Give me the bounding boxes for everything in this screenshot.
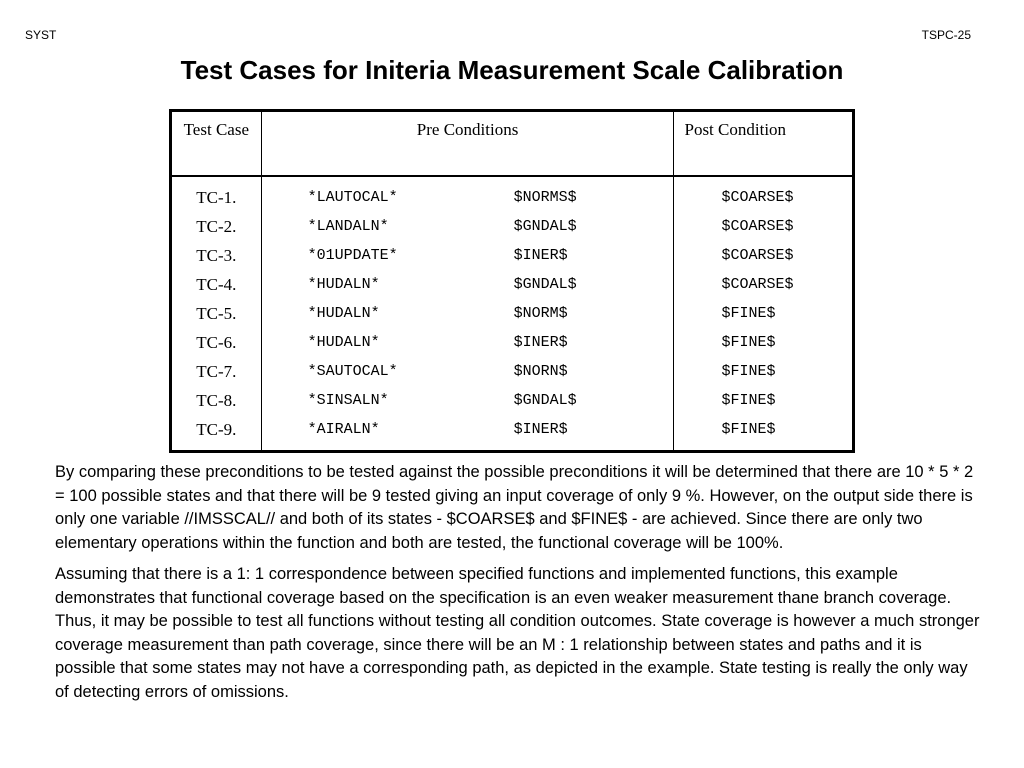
test-case-id-cell: TC-9. [196,420,237,439]
post-condition-cell: $COARSE$ [721,276,794,293]
post-condition-cell: $COARSE$ [721,218,794,235]
pre-condition-2-cell: $GNDAL$ [513,392,577,409]
post-condition-cell: $FINE$ [721,363,776,380]
pre-condition-2-cell: $INER$ [513,421,568,438]
pre-condition-2-cell: $GNDAL$ [513,218,577,235]
pre-condition-1-cell: *HUDALN* [307,276,380,293]
pre-condition-1-cell: *HUDALN* [307,334,380,351]
pre-condition-1-column [261,176,468,452]
paragraph-2: Assuming that there is a 1: 1 correspondence between specified functions and implemented functions, this example demonstrates that functional coverage based on the specification is an even weaker measurement thane branch coverage. Thus, it may be possible to test all functions without testing all condition outcomes. State coverage is however a much stronger coverage measurement than path coverage, since there will be an M : 1 relationship between states and paths and it is possible that some states may not have a corresponding path, as depicted in the example. State testing is really the only way of detecting errors of omissions. [55,565,980,701]
header-post-condition: Post Condition [674,111,854,177]
test-case-id-cell: TC-3. [196,246,237,265]
pre-condition-2-column [468,176,674,452]
table-header-row [171,111,854,177]
pre-condition-1-cell: *LAUTOCAL* [307,189,398,206]
test-case-id-column [171,176,262,452]
post-condition-cell: $FINE$ [721,421,776,438]
paragraph-1: By comparing these preconditions to be tested against the possible preconditions it will be determined that there are 10 * 5 * 2 = 100 possible states and that there will be 9 tested giving an input coverage of only 9 %. However, on the output side there is only one variable //IMSSCAL// and both of its states - $COARSE$ and $FINE$ - are achieved. Since there are only two elementary operations within the function and both are tested, the functional coverage will be 100%. [55,463,974,552]
pre-condition-2-cell: $NORMS$ [513,189,577,206]
body-text [55,461,980,712]
pre-condition-1-cell: *HUDALN* [307,305,380,322]
post-condition-cell: $FINE$ [721,305,776,322]
test-case-table [169,109,855,453]
header-right-label: TSPC-25 [921,28,971,42]
test-case-id-cell: TC-5. [196,304,237,323]
header-pre-conditions: Pre Conditions [261,111,674,177]
header-left-label: SYST [25,28,57,42]
pre-condition-2-cell: $GNDAL$ [513,276,577,293]
pre-condition-1-cell: *SINSALN* [307,392,389,409]
post-condition-cell: $COARSE$ [721,247,794,264]
post-condition-cell: $FINE$ [721,334,776,351]
pre-condition-1-cell: *AIRALN* [307,421,380,438]
pre-condition-2-cell: $INER$ [513,334,568,351]
pre-condition-1-cell: *LANDALN* [307,218,389,235]
test-case-id-cell: TC-4. [196,275,237,294]
test-case-id-cell: TC-2. [196,217,237,236]
header-test-case: Test Case [171,111,262,177]
pre-condition-2-cell: $NORM$ [513,305,568,322]
test-case-id-cell: TC-1. [196,188,237,207]
table-body-row [171,176,854,452]
pre-condition-2-cell: $INER$ [513,247,568,264]
pre-condition-2-cell: $NORN$ [513,363,568,380]
test-case-id-cell: TC-6. [196,333,237,352]
post-condition-cell: $FINE$ [721,392,776,409]
pre-condition-1-cell: *01UPDATE* [307,247,398,264]
page-title: Test Cases for Initeria Measurement Scale Calibration [180,55,844,85]
pre-condition-1-cell: *SAUTOCAL* [307,363,398,380]
post-condition-cell: $COARSE$ [721,189,794,206]
test-case-id-cell: TC-8. [196,391,237,410]
post-condition-column [674,176,854,452]
test-case-id-cell: TC-7. [196,362,237,381]
